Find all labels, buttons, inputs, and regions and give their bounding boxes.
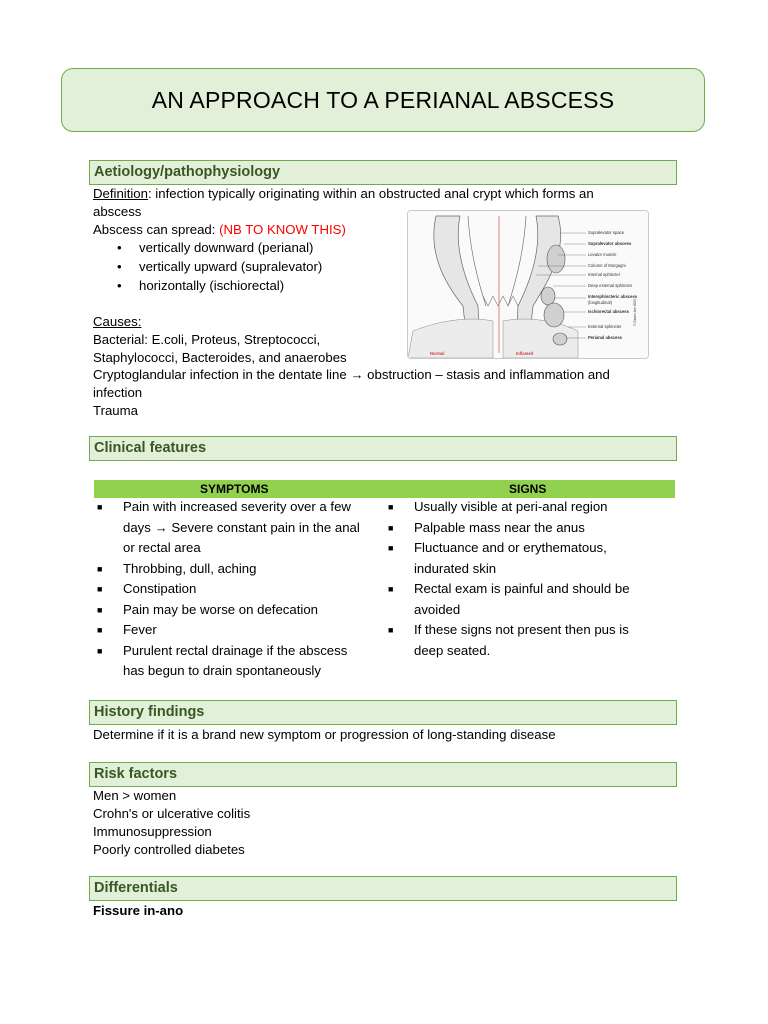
sign-item: ■ Usually visible at peri-anal region: [388, 499, 608, 514]
symptom-item: ■ Constipation: [97, 581, 197, 596]
spread-label: Abscess can spread:: [93, 222, 220, 237]
symptom-item-cont: days → Severe constant pain in the anal: [123, 520, 360, 535]
spread-item: • vertically upward (supralevator): [117, 259, 323, 274]
arrow-right-icon: →: [350, 367, 364, 382]
symptom-item-cont: or rectal area: [123, 540, 201, 555]
page-title: AN APPROACH TO A PERIANAL ABSCESS: [151, 86, 615, 113]
symptom-item: ■ Pain with increased severity over a few: [97, 499, 351, 514]
causes-label: Causes:: [93, 314, 142, 329]
causes-line: Bacterial: E.coli, Proteus, Streptococci,: [93, 332, 321, 347]
definition-cont: abscess: [93, 204, 142, 219]
sign-item: ■ Fluctuance and or erythematous,: [388, 540, 607, 555]
risk-item: Men > women: [93, 788, 177, 803]
figure-copyright: © Gastro-line 2003: [633, 299, 637, 326]
symptom-item: ■ Fever: [97, 622, 157, 637]
definition-line: [93, 185, 594, 203]
history-text: Determine if it is a brand new symptom or progression of long-standing disease: [93, 727, 556, 742]
definition-label: Definition: [93, 186, 148, 201]
risk-item: Poorly controlled diabetes: [93, 842, 245, 857]
normal-label: Normal: [430, 351, 445, 356]
risk-item: Crohn's or ulcerative colitis: [93, 806, 251, 821]
sign-item: ■ Palpable mass near the anus: [388, 520, 585, 535]
sign-item: ■ If these signs not present then pus is: [388, 622, 629, 637]
section-heading-aetiology: Aetiology/pathophysiology: [89, 160, 677, 185]
title-box: [61, 68, 705, 132]
sign-item: ■ Rectal exam is painful and should be: [388, 581, 630, 596]
sign-item-cont: avoided: [414, 602, 461, 617]
trauma-line: Trauma: [93, 403, 138, 418]
crypto-cont: infection: [93, 385, 143, 400]
section-heading-differentials: Differentials: [89, 876, 677, 901]
symptom-item: ■ Throbbing, dull, aching: [97, 561, 257, 576]
differential-item: Fissure in-ano: [93, 903, 184, 918]
anatomy-figure: Supralevator space Supralevator abscess Levator muscle Column of Morgagni Internal sphincter Deep external sphincter Intersphincteric abscess (longitudinal) Ischiorectal abscess External sphincter Perianal abscess Normal Inflamed © Gastro-line 2003: [407, 210, 649, 359]
symptom-item-cont: has begun to drain spontaneously: [123, 663, 321, 678]
risk-item: Immunosuppression: [93, 824, 212, 839]
sign-item-cont: deep seated.: [414, 643, 491, 658]
symptoms-header: SYMPTOMS: [200, 482, 269, 496]
section-heading-clinical: Clinical features: [89, 436, 677, 461]
spread-note: (NB TO KNOW THIS): [219, 222, 346, 237]
definition-text: : infection typically originating within an obstructed anal crypt which forms an: [147, 186, 594, 201]
table-header: [94, 480, 675, 498]
symptom-item: ■ Pain may be worse on defecation: [97, 602, 318, 617]
inflamed-label: Inflamed: [516, 351, 534, 356]
crypto-line: Cryptoglandular infection in the dentate line → obstruction – stasis and inflammation and: [93, 367, 610, 382]
spread-item: • vertically downward (perianal): [117, 240, 314, 255]
section-heading-history: History findings: [89, 700, 677, 725]
causes-line: Staphylococci, Bacteroides, and anaerobes: [93, 350, 347, 365]
spread-item: • horizontally (ischiorectal): [117, 278, 285, 293]
sign-item-cont: indurated skin: [414, 561, 497, 576]
symptom-item: ■ Purulent rectal drainage if the abscess: [97, 643, 348, 658]
section-heading-risk: Risk factors: [89, 762, 677, 787]
spread-line: [93, 221, 346, 239]
signs-header: SIGNS: [509, 482, 547, 496]
